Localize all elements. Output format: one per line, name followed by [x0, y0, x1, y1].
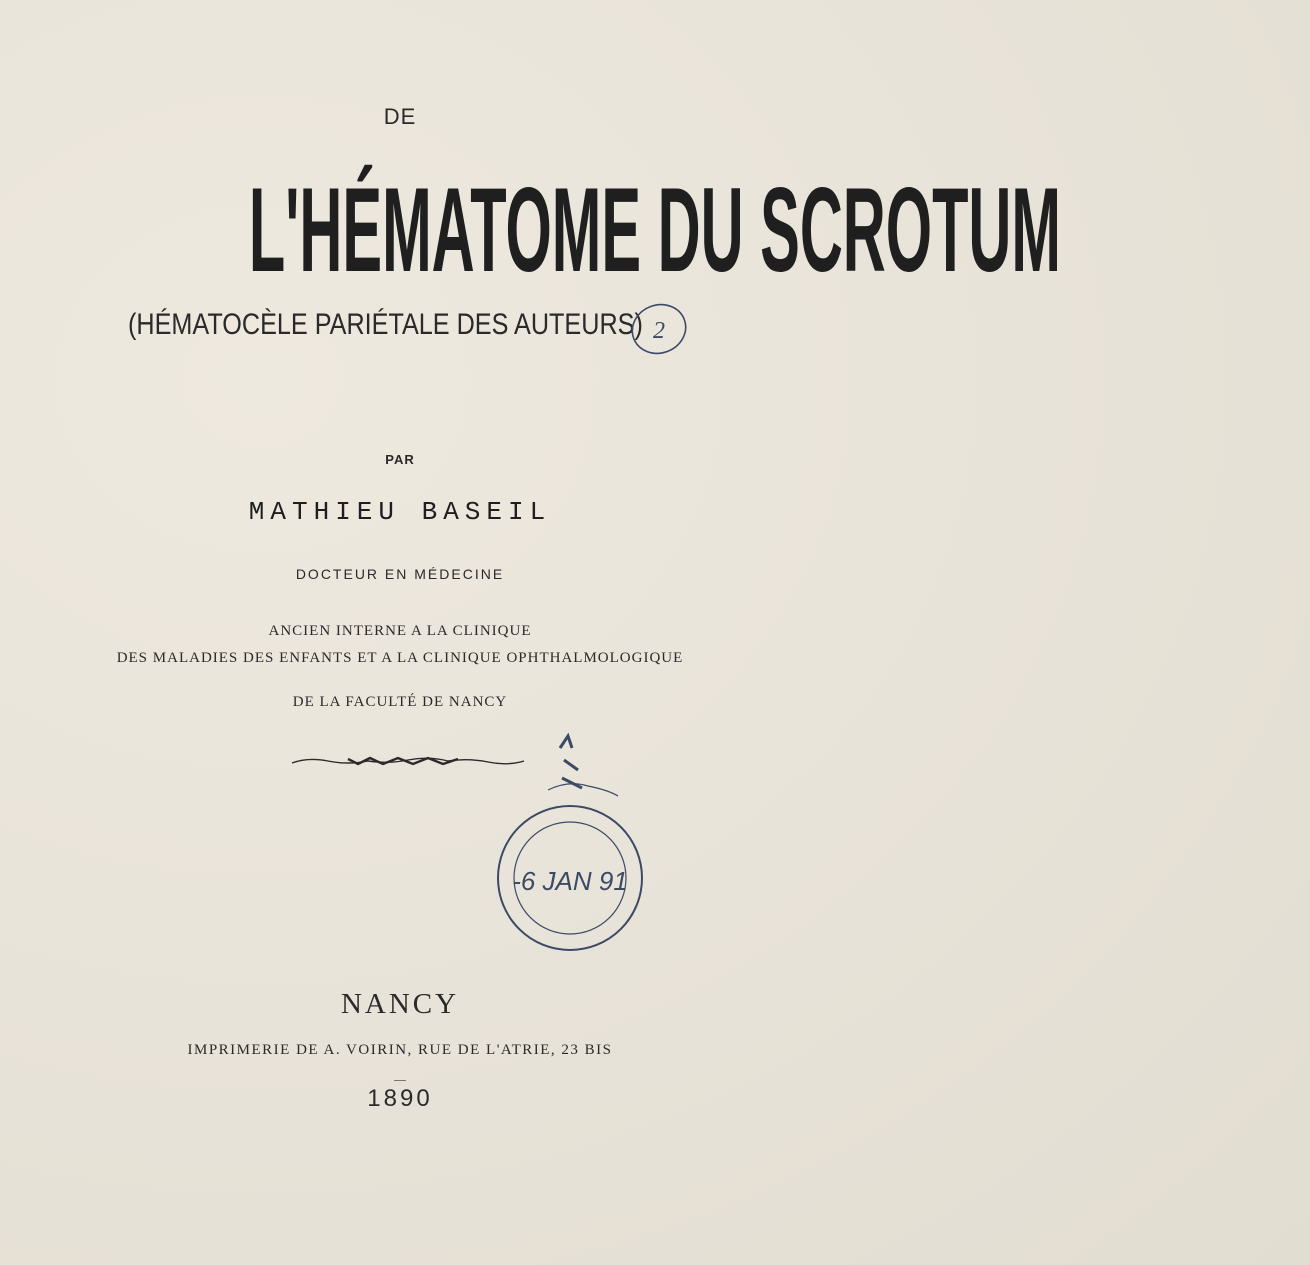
- by-label: PAR: [385, 452, 415, 467]
- main-title: [0, 163, 1061, 298]
- author-degree: DOCTEUR EN MÉDECINE: [295, 566, 505, 582]
- publication-year: 1890: [367, 1085, 433, 1112]
- library-stamp-date: -6 JAN 91: [512, 866, 628, 896]
- title-prefix: DE: [383, 104, 417, 129]
- library-stamp: [478, 730, 738, 990]
- subtitle: [128, 308, 668, 342]
- printer-line: IMPRIMERIE DE A. VOIRIN, RUE DE L'ATRIE, 23 BIS: [187, 1042, 613, 1058]
- handwritten-number: 2: [653, 318, 665, 344]
- author-position-line-1: ANCIEN INTERNE A LA CLINIQUE: [268, 623, 532, 639]
- author-name: MATHIEU BASEIL: [248, 497, 552, 527]
- main-title-text: L'HÉMATOME DU SCROTUM: [248, 163, 1061, 298]
- author-position-line-3: DE LA FACULTÉ DE NANCY: [292, 694, 508, 710]
- publication-city: NANCY: [340, 988, 460, 1020]
- separator-dash: —: [394, 1072, 406, 1086]
- handwritten-number-mark: [628, 298, 690, 360]
- subtitle-text: (HÉMATOCÈLE PARIÉTALE DES AUTEURS): [128, 308, 643, 341]
- author-position-line-2: DES MALADIES DES ENFANTS ET A LA CLINIQUE OPHTHALMOLOGIQUE: [116, 650, 684, 666]
